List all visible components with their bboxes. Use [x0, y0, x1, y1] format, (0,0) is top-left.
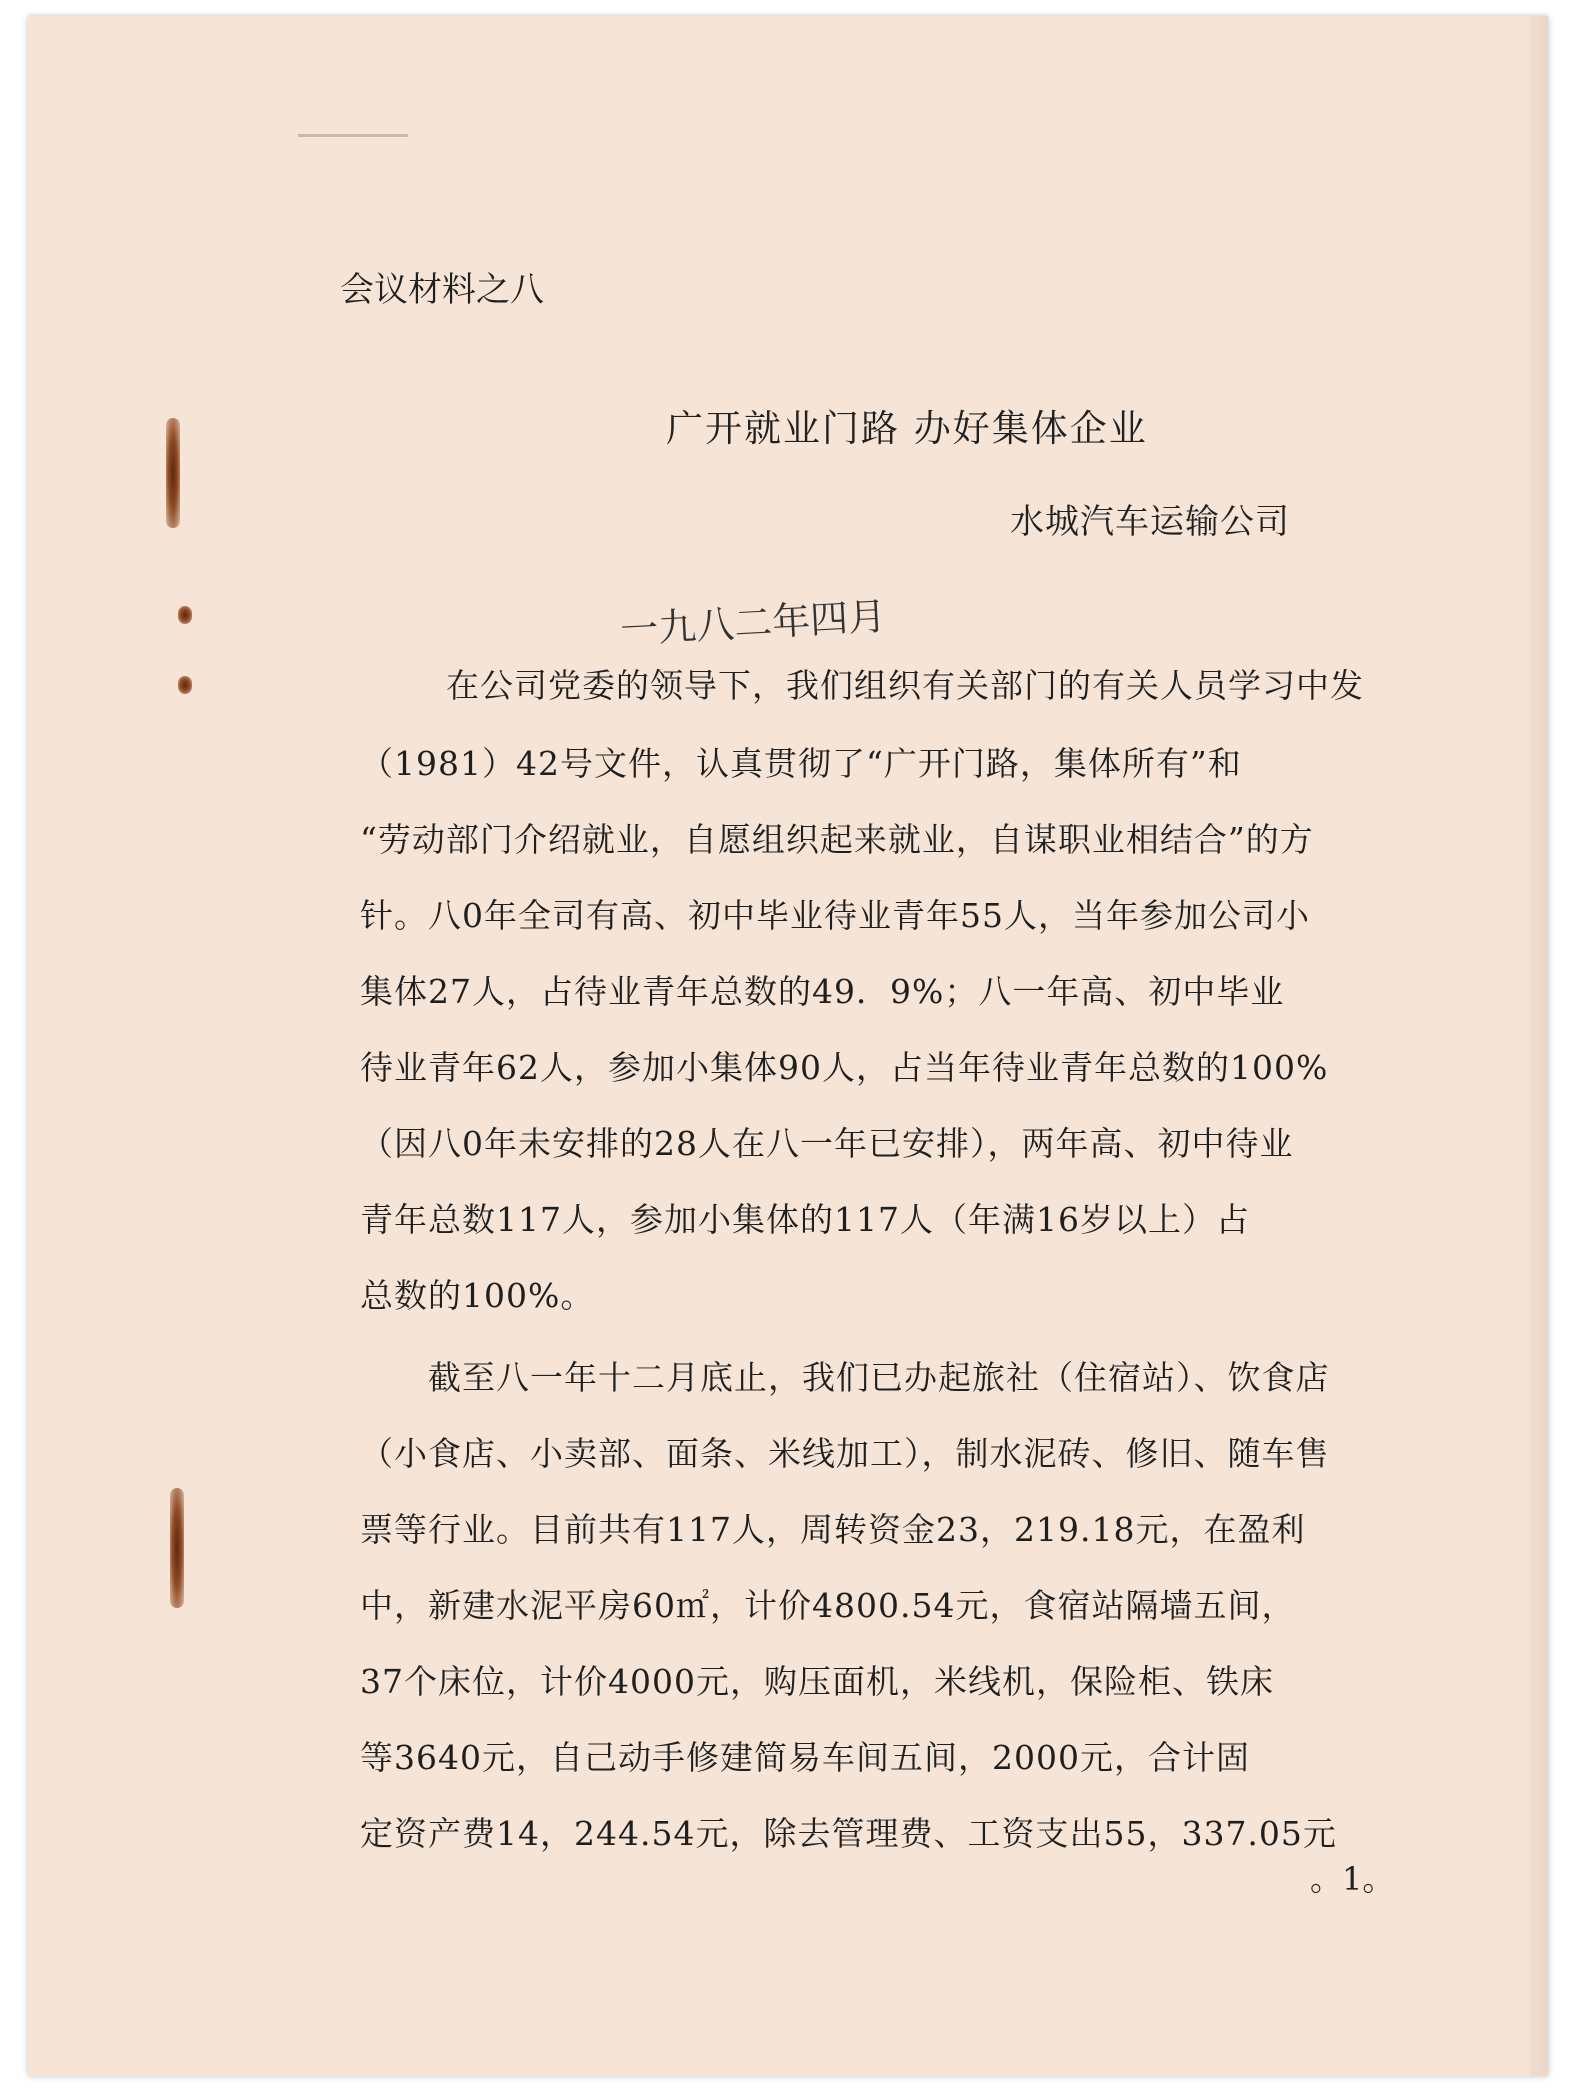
body-line: 截至八一年十二月底止，我们已办起旅社（住宿站）、饮食店 [428, 1358, 1330, 1397]
body-line: “劳动部门介绍就业，自愿组织起来就业，自谋职业相结合”的方 [360, 820, 1314, 859]
body-line: （因八0年未安排的28人在八一年已安排），两年高、初中待业 [360, 1124, 1294, 1163]
rust-spot [178, 606, 192, 624]
organization-name: 水城汽车运输公司 [1010, 502, 1290, 542]
material-label: 会议材料之八 [340, 270, 544, 310]
page-edge-shadow [1530, 16, 1548, 2076]
body-line: 在公司党委的领导下，我们组织有关部门的有关人员学习中发 [446, 666, 1364, 705]
rust-spot [178, 676, 192, 694]
rust-staple-mark [170, 1488, 184, 1608]
page-number: 。1。 [1310, 1860, 1395, 1898]
body-line: 37个床位，计价4000元，购压面机，米线机，保险柜、铁床 [360, 1662, 1274, 1701]
document-title: 广开就业门路 办好集体企业 [666, 407, 1148, 450]
body-line: 中，新建水泥平房60㎡，计价4800.54元，食宿站隔墙五间， [360, 1586, 1296, 1625]
body-line: 待业青年62人，参加小集体90人，占当年待业青年总数的100% [360, 1048, 1329, 1087]
body-line: 集体27人，占待业青年总数的49．9%；八一年高、初中毕业 [360, 972, 1285, 1011]
body-line: 青年总数117人，参加小集体的117人（年满16岁以上）占 [360, 1200, 1250, 1239]
body-line: （1981）42号文件，认真贯彻了“广开门路，集体所有”和 [360, 744, 1242, 783]
bleed-through-mark [298, 134, 408, 137]
body-line: 票等行业。目前共有117人，周转资金23，219.18元，在盈利 [360, 1510, 1306, 1549]
body-line: 总数的100%。 [360, 1276, 595, 1315]
handwritten-date: 一九八二年四月 [619, 594, 888, 652]
body-line: 针。八0年全司有高、初中毕业待业青年55人，当年参加公司小 [360, 896, 1310, 935]
body-line: 定资产费14，244.54元，除去管理费、工资支出55，337.05元 [360, 1814, 1337, 1853]
body-line: （小食店、小卖部、面条、米线加工），制水泥砖、修旧、随车售 [360, 1434, 1330, 1473]
body-line: 等3640元，自己动手修建简易车间五间，2000元，合计固 [360, 1738, 1250, 1777]
rust-staple-mark [166, 418, 180, 528]
